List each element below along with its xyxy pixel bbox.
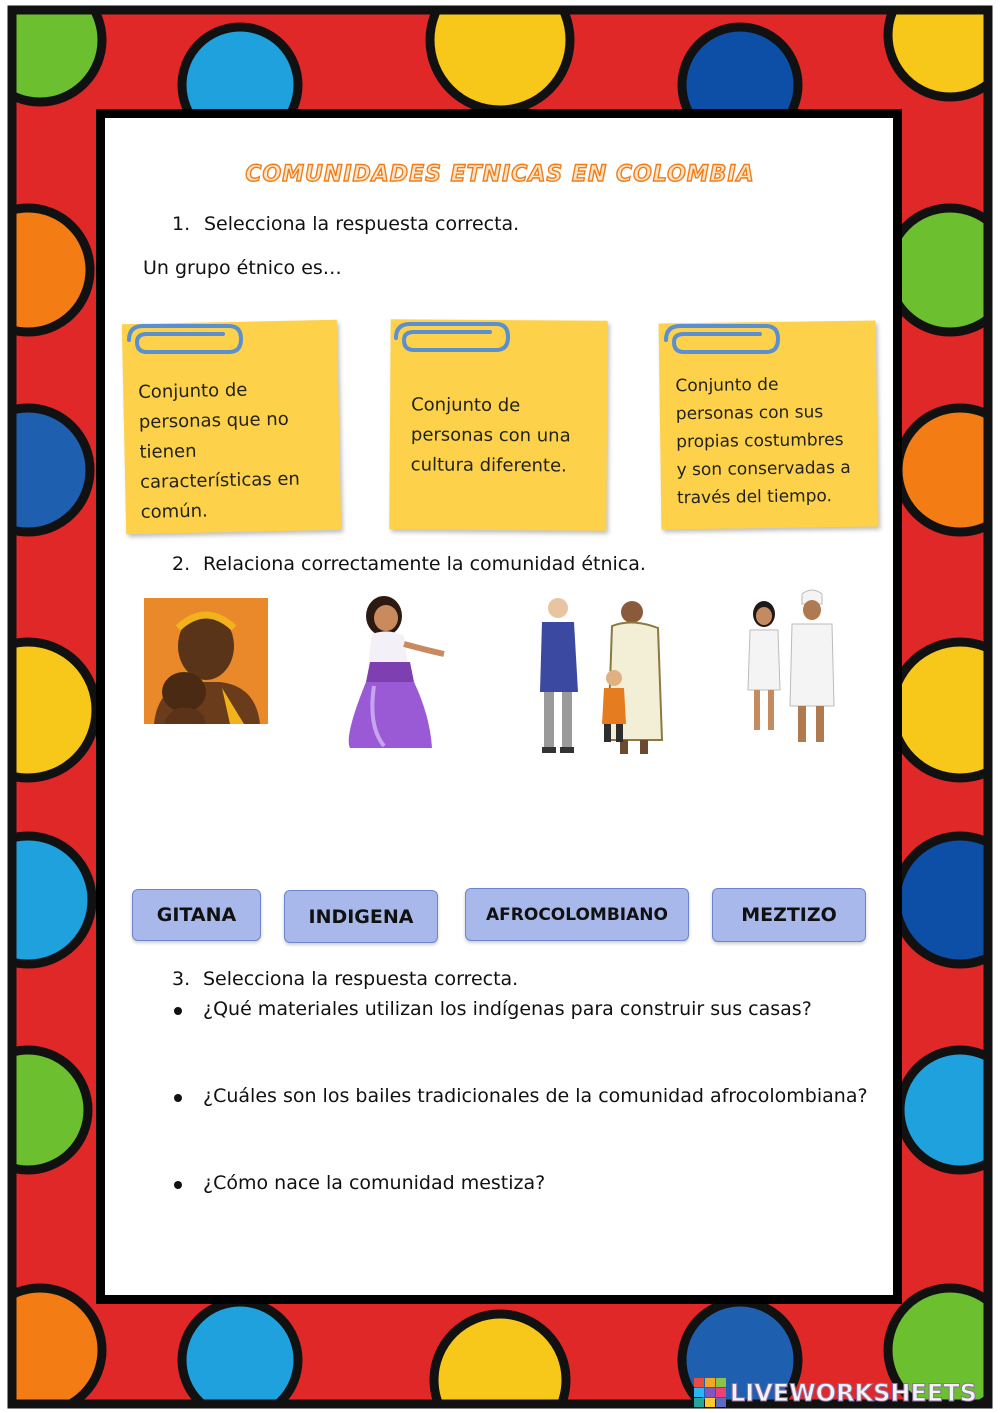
q2-number: 2. <box>172 553 191 575</box>
paperclip-icon <box>654 320 784 360</box>
polka-dot <box>888 0 1000 97</box>
q3-instruction: Selecciona la respuesta correcta. <box>203 968 519 990</box>
option-1-line: características en <box>139 468 301 493</box>
q1-instruction: Selecciona la respuesta correcta. <box>204 213 520 235</box>
polka-dot <box>888 208 1000 332</box>
brand-watermark: LIVEWORKSHEETS <box>730 1379 977 1407</box>
polka-dot <box>430 0 570 110</box>
option-3-line: través del tiempo. <box>676 486 833 509</box>
polka-dot <box>434 1314 566 1413</box>
q3-number: 3. <box>172 968 191 990</box>
q3-question-3: ¿Cómo nace la comunidad mestiza? <box>203 1172 546 1194</box>
option-3-line: Conjunto de <box>675 374 779 397</box>
indigena-button[interactable]: INDIGENA <box>284 890 438 943</box>
q3-question-1: ¿Qué materiales utilizan los indígenas para construir sus casas? <box>203 998 812 1020</box>
option-1-line: personas que no <box>138 408 289 433</box>
option-3-line: personas con sus <box>675 402 824 425</box>
option-3-line: propias costumbres <box>676 429 844 453</box>
bullet-icon <box>174 1094 182 1102</box>
option-2-line: cultura diferente. <box>410 454 567 477</box>
q1-number: 1. <box>172 213 191 235</box>
paperclip-icon <box>384 318 514 358</box>
bullet-icon <box>174 1007 182 1015</box>
paperclip-icon <box>117 320 247 360</box>
option-1-line: tienen <box>139 440 197 463</box>
option-1-line: Conjunto de <box>138 379 248 403</box>
gitana-button[interactable]: GITANA <box>132 889 261 941</box>
option-2-line: Conjunto de <box>411 394 521 417</box>
page-title: COMUNIDADES ETNICAS EN COLOMBIA <box>245 162 755 187</box>
option-1-line: común. <box>140 500 208 523</box>
mestizo-family-image <box>528 592 674 762</box>
option-2-line: personas con una <box>410 424 571 447</box>
liveworksheets-logo-icon <box>694 1378 728 1408</box>
indigenous-couple-image <box>742 586 842 748</box>
q2-instruction: Relaciona correctamente la comunidad étnica. <box>203 553 646 575</box>
option-3-line: y son conservadas a <box>676 457 851 481</box>
polka-dot <box>182 1302 298 1413</box>
q3-question-2: ¿Cuáles son los bailes tradicionales de la comunidad afrocolombiana? <box>203 1085 868 1107</box>
afro-mother-child-image <box>144 598 268 724</box>
q1-prompt: Un grupo étnico es… <box>143 257 342 279</box>
afrocolombiano-button[interactable]: AFROCOLOMBIANO <box>465 888 689 941</box>
meztizo-button[interactable]: MEZTIZO <box>712 888 866 942</box>
gypsy-woman-image <box>344 596 450 750</box>
bullet-icon <box>174 1181 182 1189</box>
